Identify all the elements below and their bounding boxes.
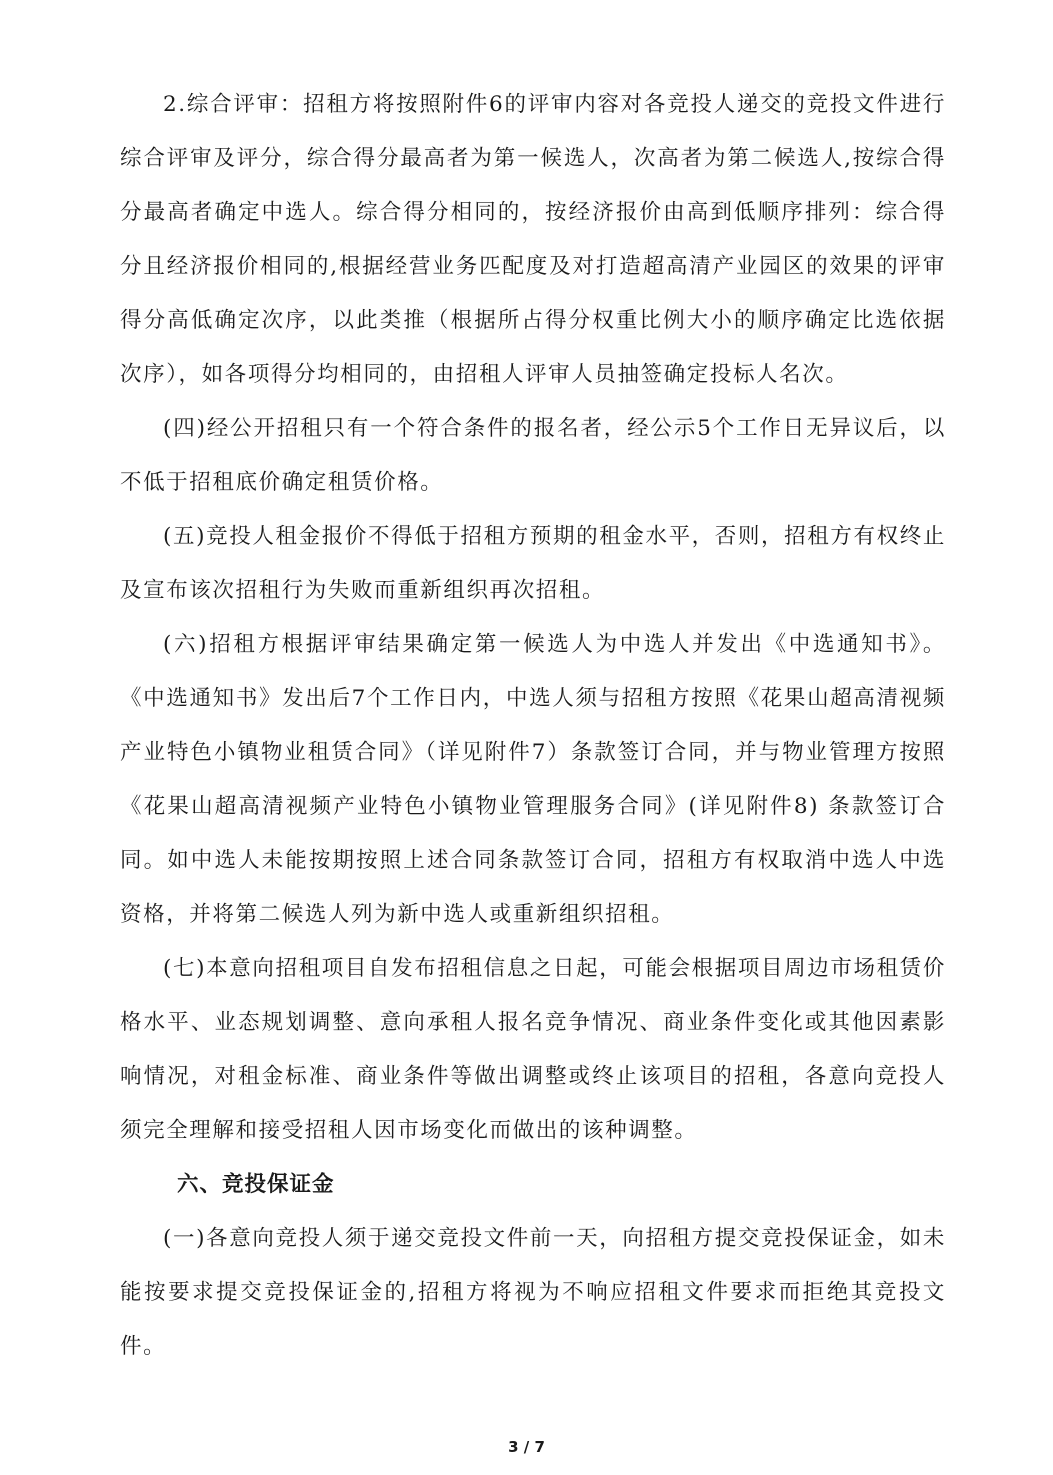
paragraph-item-4: (四)经公开招租只有一个符合条件的报名者，经公示5个工作日无异议后，以不低于招租底价确定租赁价格。 bbox=[120, 416, 946, 495]
page-number: 3 / 7 bbox=[508, 1438, 545, 1456]
paragraph-item-5: (五)竞投人租金报价不得低于招租方预期的租金水平，否则，招租方有权终止及宣布该次招租行为失败而重新组织再次招租。 bbox=[120, 524, 946, 603]
paragraph-item-6: (六)招租方根据评审结果确定第一候选人为中选人并发出《中选通知书》。《中选通知书》发出后7个工作日内，中选人须与招租方按照《花果山超高清视频产业特色小镇物业租赁合同》（详见附件7）条款签订合同，并与物业管理方按照《花果山超高清视频产业特色小镇物业管理服务合同》(详见附件8) 条款签订合同。如中选人未能按期按照上述合同条款签订合同，招租方有权取消中选人中选资格，并将第二候选人列为新中选人或重新组织招租。 bbox=[120, 632, 946, 927]
section-heading-bid-deposit: 六、竞投保证金 bbox=[177, 1172, 335, 1197]
paragraph-comprehensive-review: 2.综合评审：招租方将按照附件6的评审内容对各竞投人递交的竞投文件进行综合评审及评分，综合得分最高者为第一候选人，次高者为第二候选人,按综合得分最高者确定中选人。综合得分相同的，按经济报价由高到低顺序排列：综合得分且经济报价相同的,根据经营业务匹配度及对打造超高清产业园区的效果的评审得分高低确定次序，以此类推（根据所占得分权重比例大小的顺序确定比选依据次序），如各项得分均相同的，由招租人评审人员抽签确定投标人名次。 bbox=[120, 92, 946, 387]
document-body bbox=[120, 78, 946, 1374]
paragraph-item-7: (七)本意向招租项目自发布招租信息之日起，可能会根据项目周边市场租赁价格水平、业态规划调整、意向承租人报名竞争情况、商业条件变化或其他因素影响情况，对租金标准、商业条件等做出调整或终止该项目的招租，各意向竞投人须完全理解和接受招租人因市场变化而做出的该种调整。 bbox=[120, 956, 946, 1143]
paragraph-deposit-item-1: (一)各意向竞投人须于递交竞投文件前一天，向招租方提交竞投保证金，如未能按要求提交竞投保证金的,招租方将视为不响应招租文件要求而拒绝其竞投文件。 bbox=[120, 1226, 946, 1359]
